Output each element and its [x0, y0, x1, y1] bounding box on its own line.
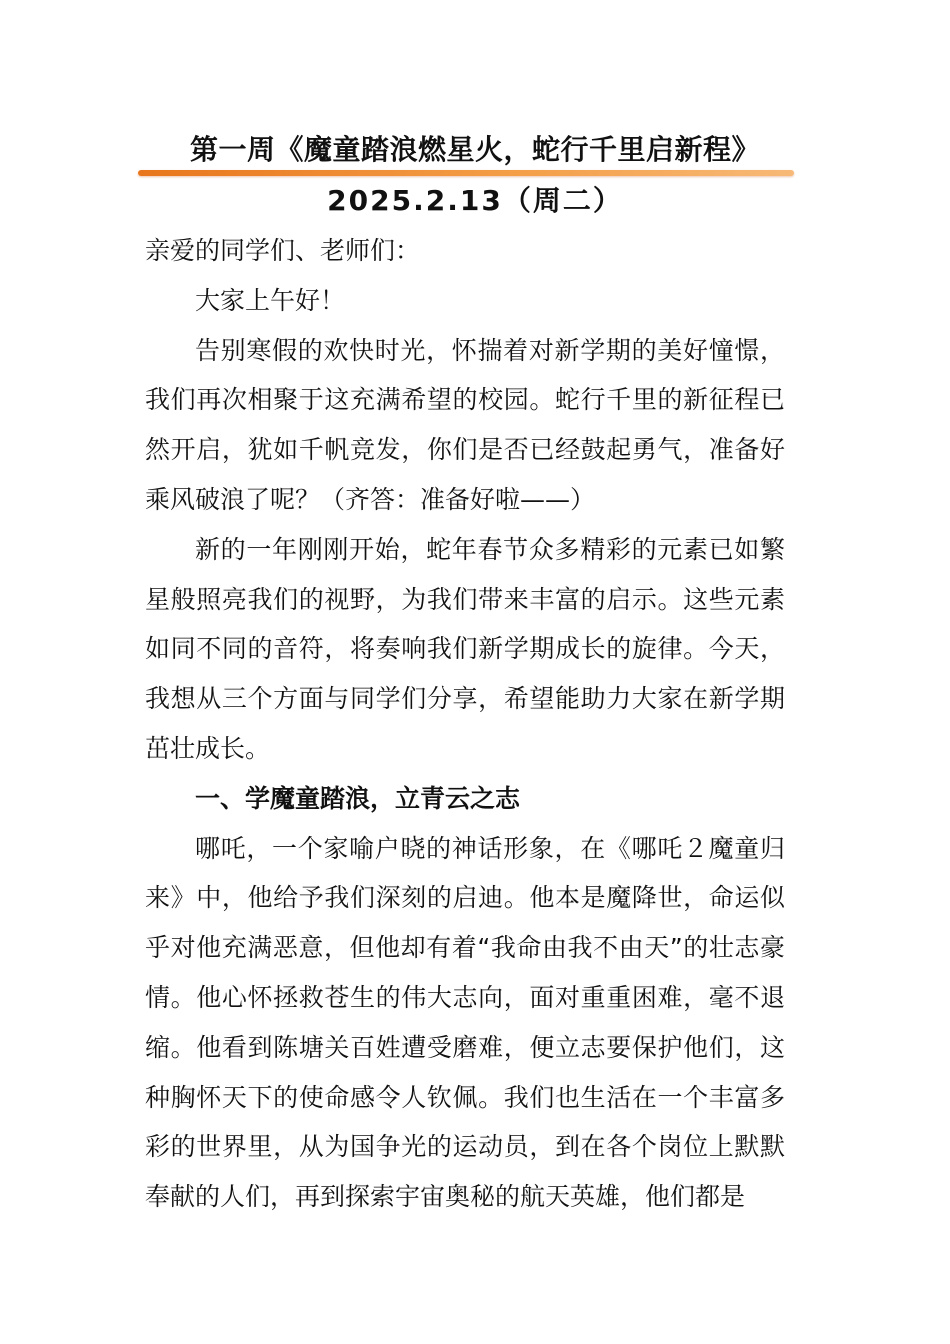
paragraph-2: 新的一年刚刚开始，蛇年春节众多精彩的元素已如繁星般照亮我们的视野，为我们带来丰富的启示。这些元素如同不同的音符，将奏响我们新学期成长的旋律。今天，我想从三个方面与同学们分享，希望能助力大家在新学期茁壮成长。 [145, 534, 785, 763]
document-body [145, 226, 785, 1222]
title-underline-decoration [138, 170, 794, 176]
section-paragraph: 哪吒，一个家喻户晓的神话形象，在《哪吒２魔童归来》中，他给予我们深刻的启迪。他本是魔降世，命运似乎对他充满恶意，但他却有着“我命由我不由天”的壮志豪情。他心怀拯救苍生的伟大志向，面对重重困难，毫不退缩。他看到陈塘关百姓遭受磨难，便立志要保护他们，这种胸怀天下的使命感令人钦佩。我们也生活在一个丰富多彩的世界里，从为国争光的运动员，到在各个岗位上默默奉献的人们，再到探索宇宙奥秘的航天英雄，他们都是 [145, 833, 785, 1212]
greeting: 大家上午好！ [195, 285, 346, 315]
section-heading: 一、学魔童踏浪，立青云之志 [195, 783, 521, 813]
document-date: 2025.2.13（周二） [327, 184, 623, 217]
salutation: 亲爱的同学们、老师们： [145, 236, 421, 265]
paragraph-1: 告别寒假的欢快时光，怀揣着对新学期的美好憧憬，我们再次相聚于这充满希望的校园。蛇行千里的新征程已然开启，犹如千帆竞发，你们是否已经鼓起勇气，准备好乘风破浪了呢？（齐答：准备好啦——） [145, 335, 785, 514]
document-title: 第一周《魔童踏浪燃星火，蛇行千里启新程》 [189, 133, 760, 166]
